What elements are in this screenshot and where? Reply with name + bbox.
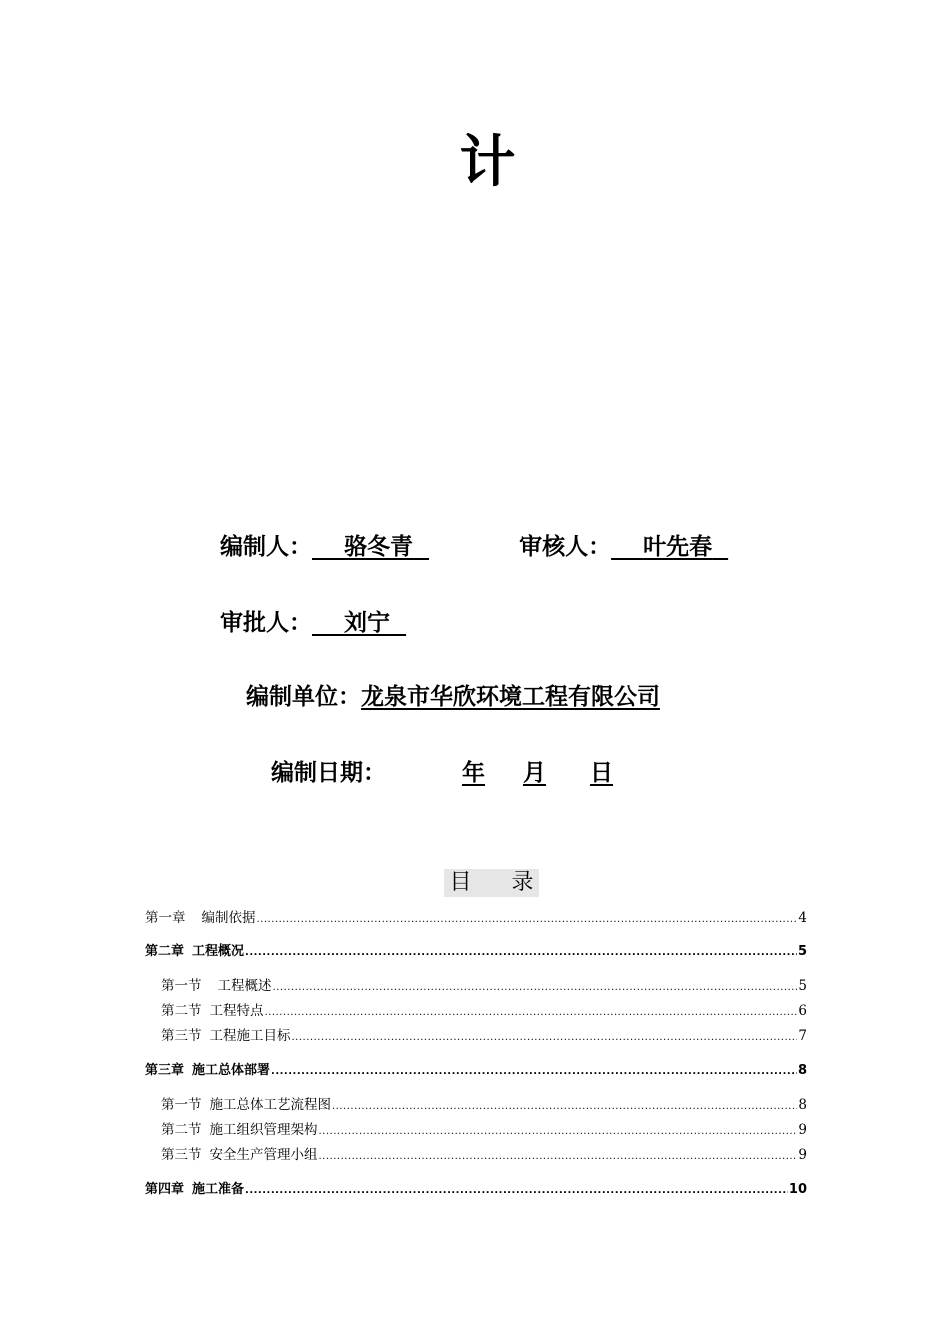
toc-entry-ch3-s2[interactable]: 第二节 施工组织管理架构 ..... 9 <box>145 1120 807 1142</box>
toc-entry-ch1[interactable]: 第一章 编制依据 ..... 4 <box>145 908 807 930</box>
approver-row <box>220 607 406 639</box>
toc-entry-ch3-s1[interactable]: 第一节 施工总体工艺流程图 ..... 8 <box>145 1095 807 1117</box>
compiler-name: 骆冬青 <box>344 534 414 560</box>
date-row <box>271 757 649 789</box>
approver-name: 刘宁 <box>344 610 391 636</box>
toc-entry-ch2[interactable]: 第二章 工程概况 ..... 5 <box>145 942 807 963</box>
toc-entry-ch2-s2[interactable]: 第二节 工程特点 ..... 6 <box>145 1001 807 1023</box>
date-value: 年 月 日 <box>462 760 613 786</box>
unit-name: 龙泉市华欣环境工程有限公司 <box>361 684 660 710</box>
toc-title: 目 录 <box>444 869 539 897</box>
compiler-reviewer-row <box>220 531 728 563</box>
toc-entry-ch3-s3[interactable]: 第三节 安全生产管理小组 ..... 9 <box>145 1145 807 1167</box>
reviewer-name: 叶先春 <box>643 534 713 560</box>
unit-label: 编制单位： <box>246 684 361 710</box>
date-label: 编制日期： <box>271 760 386 786</box>
toc-entry-ch3[interactable]: 第三章 施工总体部署 ..... 8 <box>145 1061 807 1082</box>
toc-entry-ch2-s3[interactable]: 第三节 工程施工目标 ..... 7 <box>145 1026 807 1048</box>
toc-entry-ch4[interactable]: 第四章 施工准备 ..... 10 <box>145 1180 807 1201</box>
toc-entry-ch2-s1[interactable]: 第一节 工程概述 ..... 5 <box>145 976 807 998</box>
document-title-char: 计 <box>459 130 516 195</box>
approver-label: 审批人： <box>220 610 312 636</box>
reviewer-label: 审核人： <box>519 534 612 560</box>
unit-row <box>246 681 660 713</box>
compiler-label: 编制人： <box>220 534 312 560</box>
